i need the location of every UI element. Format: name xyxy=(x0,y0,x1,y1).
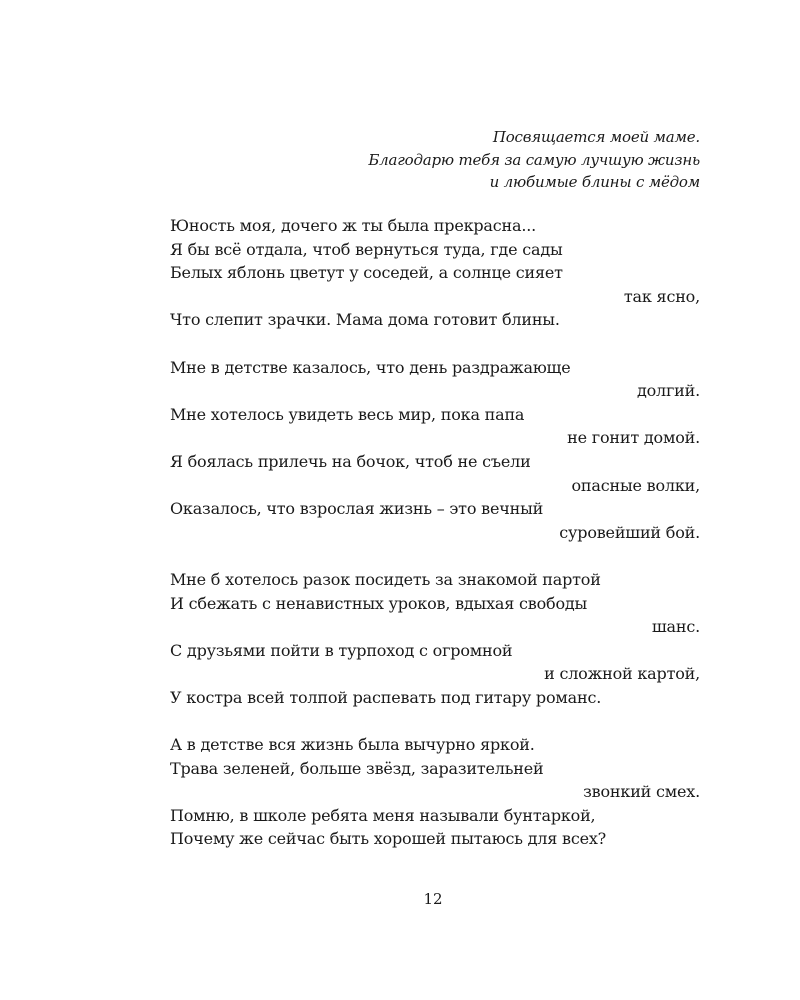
poem-line: Юность моя, дочего ж ты была прекрасна... xyxy=(170,216,536,235)
dedication-line: Благодарю тебя за самую лучшую жизнь xyxy=(368,150,700,169)
page-number: 12 xyxy=(423,890,443,908)
dedication-line: и любимые блины с мёдом xyxy=(489,173,700,191)
poem-line-continuation: шанс. xyxy=(651,617,700,637)
poem-line: Оказалось, что взрослая жизнь – это вечный xyxy=(170,499,544,519)
stanza-break xyxy=(170,332,700,356)
dedication xyxy=(170,126,700,194)
poem-line-continuation: не гонит домой. xyxy=(567,428,700,448)
stanza-break xyxy=(170,544,700,568)
poem-line: А в детстве вся жизнь была вычурно яркой. xyxy=(170,735,535,755)
poem-line-continuation: долгий. xyxy=(636,381,700,401)
poem-line: Мне хотелось увидеть весь мир, пока папа xyxy=(170,404,525,424)
poem-line: Белых яблонь цветут у соседей, а солнце сияет xyxy=(170,263,563,283)
poem-line-continuation: опасные волки, xyxy=(571,475,700,495)
poem-line-continuation: и сложной картой, xyxy=(544,664,700,684)
poem-line: Почему же сейчас быть хорошей пытаюсь для всех? xyxy=(170,829,607,849)
poem-line: Я бы всё отдала, чтоб вернуться туда, где сады xyxy=(170,239,563,259)
poem-line: Что слепит зрачки. Мама дома готовит блины. xyxy=(170,310,560,330)
poem-line: Мне б хотелось разок посидеть за знакомой партой xyxy=(170,569,601,589)
poem-line: Я боялась прилечь на бочок, чтоб не съели xyxy=(170,451,531,471)
poem-line: С друзьями пойти в турпоход с огромной xyxy=(170,640,513,660)
poem-line-continuation: суровейший бой. xyxy=(559,522,700,542)
poem-line: Трава зеленей, больше звёзд, заразительней xyxy=(170,758,544,778)
poem-line: Помню, в школе ребята меня называли бунтаркой, xyxy=(170,805,596,825)
stanza-break xyxy=(170,709,700,733)
poem-line-continuation: звонкий смех. xyxy=(583,782,700,802)
poem-line-continuation: так ясно, xyxy=(623,286,700,306)
poem-line: Мне в детстве казалось, что день раздражающе xyxy=(170,357,571,377)
poem-line: И сбежать с ненавистных уроков, вдыхая свободы xyxy=(170,593,588,613)
poem-body xyxy=(170,214,700,851)
dedication-line: Посвящается моей маме. xyxy=(492,128,700,146)
poem-line: У костра всей толпой распевать под гитару романс. xyxy=(170,687,602,707)
